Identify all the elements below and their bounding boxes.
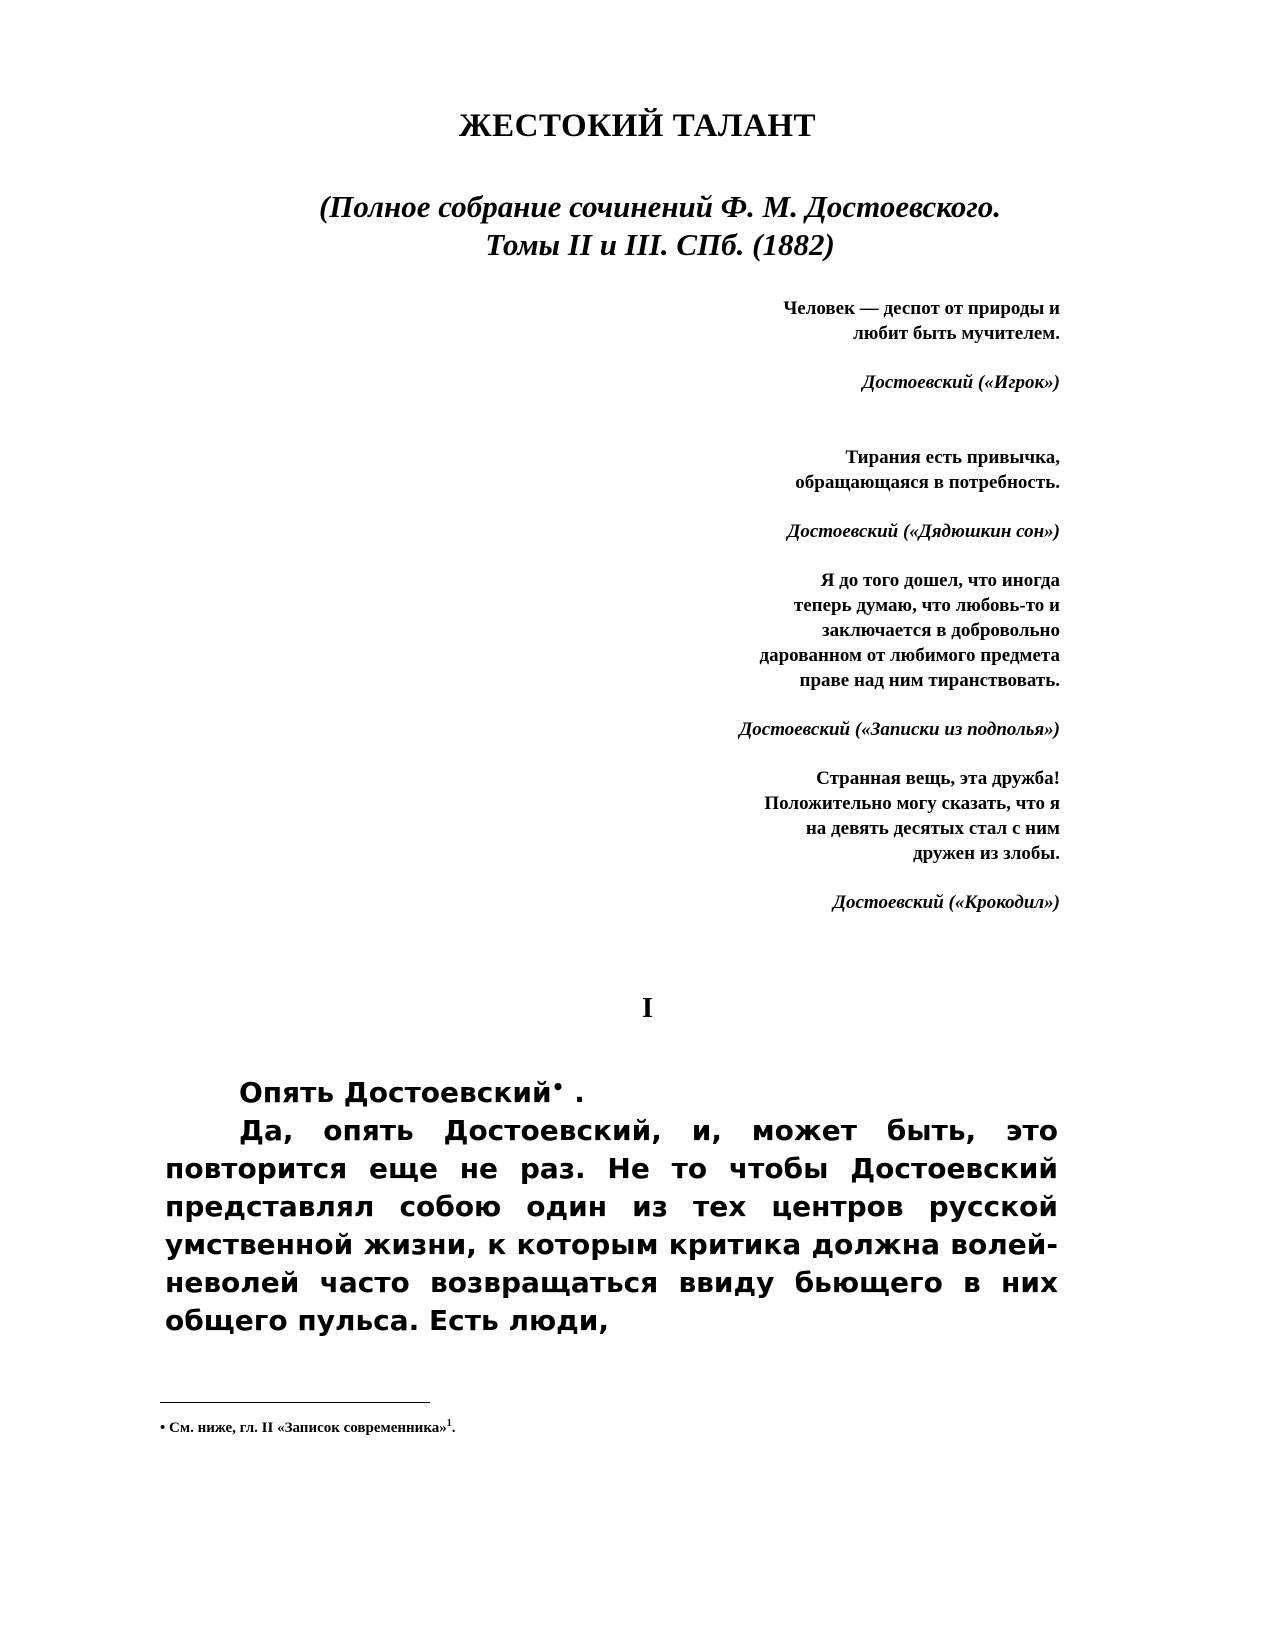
epigraph-author: Достоевский («Дядюшкин сон») xyxy=(787,521,1060,542)
subtitle-line-1: (Полное собрание сочинений Ф. М. Достоевского. xyxy=(318,189,1002,224)
epigraph-quote-line: на девять десятых стал с ним xyxy=(805,818,1060,839)
body-text xyxy=(165,1068,1058,1340)
epigraph-quote-line: Положительно могу сказать, что я xyxy=(764,793,1060,814)
epigraph-quote-line: заключается в добровольно xyxy=(822,620,1060,641)
footnote-mark: • xyxy=(160,1420,166,1436)
epigraphs xyxy=(540,296,1060,915)
subtitle xyxy=(160,188,1160,264)
epigraph-quote-line: Тирания есть привычка, xyxy=(845,447,1060,468)
epigraph-quote-line: дружен из злобы. xyxy=(912,843,1060,864)
paragraph-text-end: . xyxy=(564,1076,585,1109)
epigraph-quote-line: праве над ним тиранствовать. xyxy=(799,670,1060,691)
footnote xyxy=(160,1418,960,1437)
footnote-text: См. ниже, гл. II «Записок современника» xyxy=(165,1420,447,1436)
footnote-divider xyxy=(160,1402,430,1403)
paragraph: Да, опять Достоевский, и, может быть, это повторится еще не раз. Не то чтобы Достоевский представлял собою один из тех центров русской умственной жизни, к которым критика должна волей-неволей часто возвращаться ввиду бьющего в них общего пульса. Есть люди, xyxy=(165,1114,1058,1337)
epigraph-quote-line: Человек — деспот от природы и xyxy=(783,298,1060,319)
paragraph xyxy=(165,1068,1058,1112)
epigraph xyxy=(540,296,1060,395)
epigraph-author: Достоевский («Записки из подполья») xyxy=(739,719,1060,740)
page-title: ЖЕСТОКИЙ ТАЛАНТ xyxy=(458,108,817,144)
epigraph-author: Достоевский («Игрок») xyxy=(862,372,1060,393)
epigraph xyxy=(540,766,1060,915)
footnote-marker[interactable]: • xyxy=(551,1075,565,1099)
epigraph-quote-line: любит быть мучителем. xyxy=(853,323,1060,344)
paragraph-text: Опять Достоевский xyxy=(239,1076,552,1109)
epigraph-quote-line: Странная вещь, эта дружба! xyxy=(816,768,1060,789)
footnote-reference[interactable]: 1 xyxy=(446,1418,452,1429)
epigraph-quote-line: теперь думаю, что любовь-то и xyxy=(793,595,1060,616)
epigraph-quote-line: Я до того дошел, что иногда xyxy=(820,570,1060,591)
epigraph-author: Достоевский («Крокодил») xyxy=(833,892,1060,913)
epigraph xyxy=(540,568,1060,742)
footnote-end: . xyxy=(451,1420,456,1436)
epigraph-quote-line: обращающаяся в потребность. xyxy=(795,472,1060,493)
section-number: I xyxy=(641,992,654,1024)
epigraph xyxy=(540,445,1060,544)
subtitle-line-2: Томы II и III. СПб. (1882) xyxy=(485,227,835,262)
epigraph-quote-line: дарованном от любимого предмета xyxy=(759,645,1060,666)
